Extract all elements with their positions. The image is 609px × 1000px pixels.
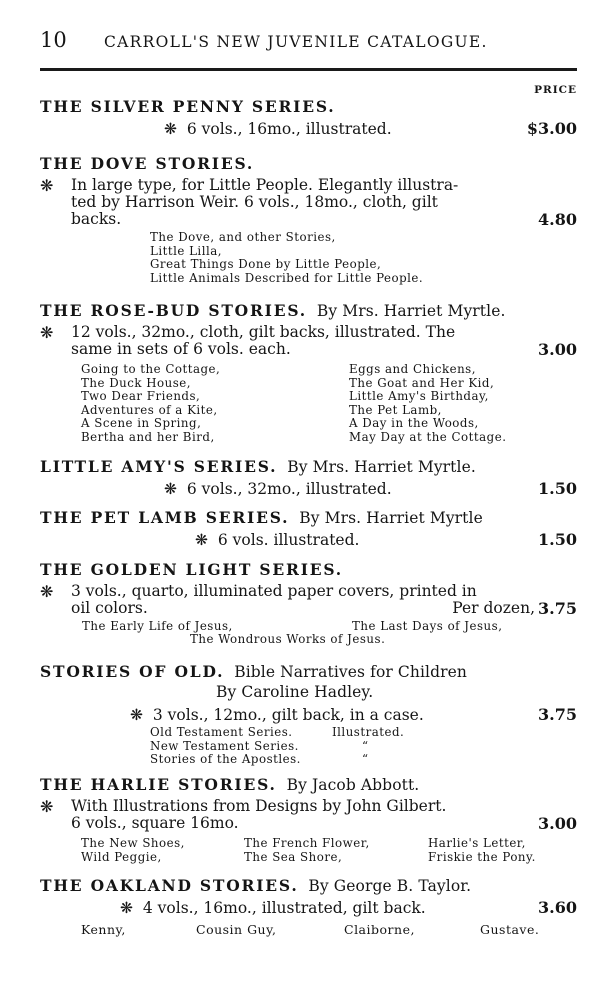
entry-price: 3.00	[538, 340, 577, 359]
book-title: Harlie's Letter,	[428, 836, 526, 850]
description-line: 3 vols., quarto, illuminated paper covers, printed in	[71, 582, 477, 600]
title-suffix: Illustrated.	[332, 725, 405, 739]
catalogue-entry	[40, 301, 577, 445]
entry-description: 6 vols., 32mo., illustrated.	[186, 480, 392, 498]
catalogue-entry	[40, 508, 577, 549]
entry-price: 3.00	[538, 814, 577, 833]
book-title: Stories of the Apostles.	[150, 752, 301, 766]
entry-author: By Mrs. Harriet Myrtle.	[316, 302, 506, 320]
entry-marker: ❋	[40, 323, 54, 342]
book-title: The Dove, and other Stories,	[150, 230, 336, 244]
entry-title: THE PET LAMB SERIES.	[40, 508, 290, 527]
book-title: Cousin Guy,	[196, 922, 277, 937]
entry-description: 6 vols. illustrated.	[217, 531, 360, 549]
entry-title: THE HARLIE STORIES.	[40, 775, 277, 794]
entry-title: STORIES OF OLD.	[40, 662, 225, 681]
entry-author: By Mrs. Harriet Myrtle	[299, 509, 483, 527]
catalogue-entry	[40, 775, 577, 867]
entry-author: By Mrs. Harriet Myrtle.	[287, 458, 476, 476]
entry-title: THE ROSE-BUD STORIES.	[40, 301, 307, 320]
book-title: The Pet Lamb,	[349, 402, 442, 417]
entry-price: 3.60	[538, 898, 577, 917]
book-title: Adventures of a Kite,	[81, 402, 218, 417]
catalogue-entry	[40, 457, 577, 498]
entry-marker: ❋	[40, 176, 54, 195]
catalogue-entry	[40, 154, 577, 285]
catalogue-entry	[40, 97, 577, 138]
entry-title: THE OAKLAND STORIES.	[40, 876, 299, 895]
book-title: New Testament Series.	[150, 738, 299, 753]
entry-author: By George B. Taylor.	[308, 877, 472, 895]
entry-price: 4.80	[538, 210, 577, 229]
entry-price: $3.00	[526, 119, 577, 138]
entry-price: 1.50	[538, 479, 577, 498]
book-title: The Goat and Her Kid,	[349, 375, 495, 390]
book-title: Gustave.	[480, 922, 540, 937]
entry-marker: ❋	[164, 120, 177, 138]
book-title: The New Shoes,	[81, 836, 185, 850]
entry-description: 4 vols., 16mo., illustrated, gilt back.	[142, 899, 426, 917]
price-label: Per dozen,	[452, 599, 535, 617]
book-title: Going to the Cottage,	[81, 362, 221, 376]
header-rule	[40, 68, 577, 71]
book-title: The Wondrous Works of Jesus.	[190, 632, 386, 646]
book-title: A Scene in Spring,	[81, 416, 202, 430]
entry-marker: ❋	[120, 899, 133, 917]
running-title: CARROLL'S NEW JUVENILE CATALOGUE.	[104, 33, 488, 51]
entry-title: THE GOLDEN LIGHT SERIES.	[40, 560, 343, 579]
entry-price: 3.75	[538, 599, 577, 618]
book-title: Little Animals Described for Little People.	[150, 270, 424, 285]
book-title: The French Flower,	[244, 836, 370, 850]
title-list	[40, 363, 577, 445]
book-title: Eggs and Chickens,	[349, 362, 476, 376]
book-title: Kenny,	[81, 922, 126, 937]
description-line: backs.	[71, 210, 122, 228]
title-list	[40, 726, 577, 768]
entry-title: THE DOVE STORIES.	[40, 154, 255, 173]
book-title: Little Lilla,	[150, 243, 223, 258]
book-title: Little Amy's Birthday,	[349, 389, 489, 403]
ditto-mark: “	[362, 738, 369, 753]
entry-marker: ❋	[195, 531, 208, 549]
title-list	[40, 837, 577, 867]
description-line: In large type, for Little People. Elegantly illustra-	[71, 176, 459, 194]
title-list	[150, 231, 577, 285]
description-line: same in sets of 6 vols. each.	[71, 340, 291, 358]
entry-author: By Jacob Abbott.	[286, 776, 420, 794]
entry-author: By Caroline Hadley.	[216, 683, 374, 701]
entry-description: 3 vols., 12mo., gilt back, in a case.	[152, 706, 424, 724]
entry-marker: ❋	[130, 706, 143, 724]
catalogue-entry	[40, 560, 577, 648]
book-title: The Duck House,	[81, 375, 192, 390]
description-line: With Illustrations from Designs by John Gilbert.	[71, 797, 447, 815]
book-title: May Day at the Cottage.	[349, 429, 507, 444]
book-title: A Day in the Woods,	[349, 416, 479, 430]
entry-price: 1.50	[538, 530, 577, 549]
entry-marker: ❋	[40, 797, 54, 816]
entry-title: THE SILVER PENNY SERIES.	[40, 97, 336, 116]
catalogue-entry	[40, 662, 577, 768]
entry-marker: ❋	[164, 480, 177, 498]
description-line: oil colors.	[71, 599, 148, 617]
book-title: Great Things Done by Little People,	[150, 257, 382, 271]
book-title: Bertha and her Bird,	[81, 429, 215, 444]
book-title: Claiborne,	[344, 922, 415, 937]
description-line: ted by Harrison Weir. 6 vols., 18mo., cloth, gilt	[71, 193, 438, 211]
price-column-header: PRICE	[534, 84, 577, 96]
book-title: The Sea Shore,	[244, 849, 343, 864]
catalogue-entry	[40, 876, 577, 940]
page-number: 10	[40, 28, 67, 52]
title-list	[40, 922, 577, 940]
book-title: The Last Days of Jesus,	[352, 619, 503, 633]
description-line: 12 vols., 32mo., cloth, gilt backs, illustrated. The	[71, 323, 456, 341]
entry-title: LITTLE AMY'S SERIES.	[40, 457, 278, 476]
book-title: Old Testament Series.	[150, 725, 293, 739]
entry-marker: ❋	[40, 582, 54, 601]
running-head	[40, 28, 573, 54]
description-line: 6 vols., square 16mo.	[71, 814, 239, 832]
book-title: Wild Peggie,	[81, 849, 162, 864]
book-title: Two Dear Friends,	[81, 389, 201, 403]
title-list	[40, 620, 577, 648]
book-title: Friskie the Pony.	[428, 849, 536, 864]
entry-price: 3.75	[538, 705, 577, 724]
ditto-mark: “	[362, 752, 369, 766]
book-title: The Early Life of Jesus,	[82, 619, 233, 633]
entry-subtitle: Bible Narratives for Children	[234, 663, 467, 681]
entry-description: 6 vols., 16mo., illustrated.	[186, 120, 392, 138]
